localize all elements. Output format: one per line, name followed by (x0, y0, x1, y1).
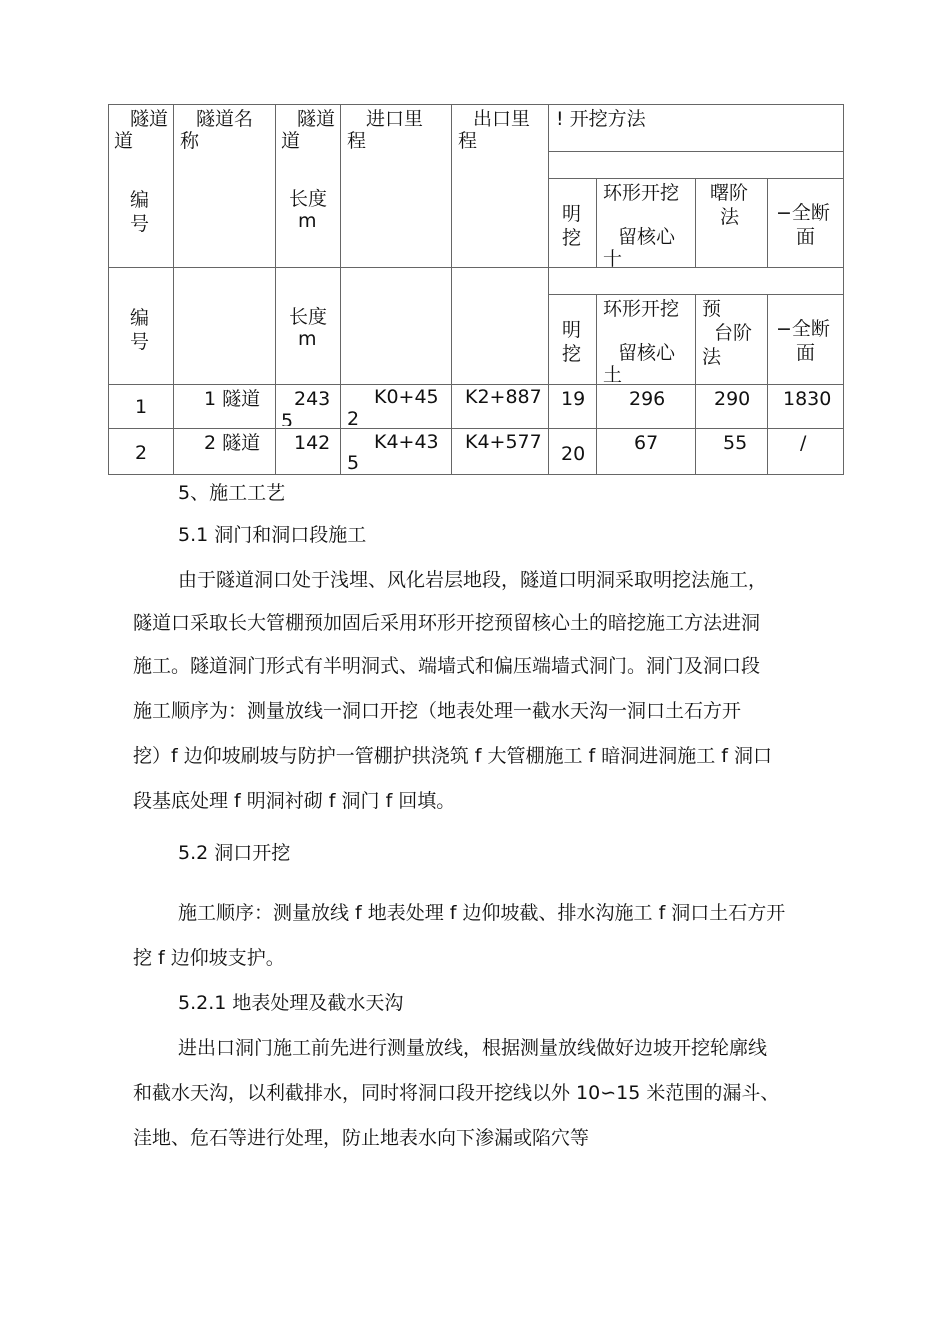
header-full-section-repeat-line2: 面 (796, 342, 816, 364)
header-tunnel-name-line2: 称 (180, 130, 200, 152)
table-cell-open-cut: 19 (561, 388, 586, 410)
table-rule (548, 151, 844, 152)
header-open-cut-repeat: 明挖 (562, 319, 582, 365)
paragraph-line: 挖 f 边仰坡支护。 (133, 947, 285, 969)
header-exit-mileage-line2: 程 (458, 130, 478, 152)
header-tunnel-length-line2: 道 (281, 130, 301, 152)
table-cell-exit: K2+887 (465, 386, 542, 408)
header-ring-core-line3: 十 (603, 248, 623, 270)
table-cell-no: 1 (135, 396, 148, 418)
header-entry-mileage-line2: 程 (347, 130, 367, 152)
table-cell-ring: 296 (629, 388, 666, 410)
header-tunnel-no-line2: 道 (114, 130, 134, 152)
header-full-section-repeat: −全断 (776, 318, 830, 340)
header-entry-mileage: 进口里 (366, 108, 424, 130)
paragraph-line: 段基底处理 f 明洞衬砌 f 洞门 f 回填。 (133, 790, 456, 812)
table-rule (843, 104, 844, 475)
header-no (114, 188, 154, 236)
paragraph-line: 进出口洞门施工前先进行测量放线，根据测量放线做好边坡开挖轮廓线 (178, 1037, 768, 1059)
table-rule (548, 104, 549, 475)
header-ring-excavation-repeat: 环形开挖 (603, 298, 680, 320)
table-rule (767, 294, 768, 475)
paragraph-line: 和截水天沟，以利截排水，同时将洞口段开挖线以外 10∽15 米范围的漏斗、 (133, 1082, 780, 1104)
section-heading-5-1: 5.1 洞门和洞口段施工 (178, 524, 367, 546)
header-bench-repeat-line3: 法 (702, 346, 722, 368)
table-cell-entry-wrap: 2 (347, 408, 360, 430)
paragraph-line: 施工顺序：测量放线 f 地表处理 f 边仰坡截、排水沟施工 f 洞口土石方开 (178, 902, 786, 924)
header-length-unit-repeat: m (298, 328, 317, 350)
header-ring-core-repeat: 留核心 (618, 342, 676, 364)
header-bench-repeat: 预 (702, 298, 722, 320)
header-length: 长度 (289, 188, 328, 210)
table-rule (695, 294, 696, 475)
header-tunnel-length: 隧道 (297, 108, 336, 130)
table-rule (340, 104, 341, 475)
header-ring-excavation: 环形开挖 (603, 182, 680, 204)
header-tunnel-name: 隧道名 (196, 108, 254, 130)
header-full-section-line2: 面 (796, 226, 816, 248)
header-tunnel-no: 隧道 (130, 108, 169, 130)
table-cell-entry-wrap: 5 (347, 452, 360, 472)
table-rule (451, 104, 452, 475)
table-cell-full: / (800, 432, 807, 454)
header-no-text: 编号 (130, 189, 150, 235)
table-cell-name: 1 隧道 (204, 388, 261, 410)
header-exit-mileage: 出口里 (473, 108, 531, 130)
paragraph-line: 施工。隧道洞门形式有半明洞式、端墙式和偏压端墙式洞门。洞门及洞口段 (133, 655, 761, 677)
header-length-repeat: 长度 (289, 306, 328, 328)
header-full-section: −全断 (776, 202, 830, 224)
table-rule (596, 178, 597, 267)
table-cell-name: 2 隧道 (204, 432, 261, 454)
table-rule (695, 178, 696, 267)
header-bench: 曙阶 (710, 182, 749, 204)
section-heading-5: 5、施工工艺 (178, 482, 286, 504)
table-rule (767, 178, 768, 267)
table-rule (108, 104, 109, 475)
paragraph-line: 由于隧道洞口处于浅埋、风化岩层地段，隧道口明洞采取明挖法施工， (178, 569, 768, 591)
paragraph-line: 施工顺序为：测量放线一洞口开挖（地表处理一截水天沟一洞口土石方开 (133, 700, 742, 722)
table-cell-entry: K0+45 (374, 386, 439, 408)
header-bench-line2: 法 (720, 206, 740, 228)
table-rule (108, 474, 844, 475)
header-bench-repeat-line2: 台阶 (714, 322, 753, 344)
table-cell-entry: K4+43 (374, 431, 439, 453)
table-rule (548, 294, 844, 295)
table-cell-bench: 55 (723, 432, 748, 454)
header-no-repeat-text: 编号 (130, 307, 150, 353)
table-rule (108, 104, 844, 105)
section-heading-5-2: 5.2 洞口开挖 (178, 842, 291, 864)
table-cell-full: 1830 (783, 388, 832, 410)
header-open-cut: 明挖 (562, 203, 582, 249)
table-cell-length: 243 (294, 388, 331, 410)
table-cell-length: 142 (294, 432, 331, 454)
paragraph-line: 隧道口采取长大管棚预加固后采用环形开挖预留核心土的暗挖施工方法进洞 (133, 612, 761, 634)
header-excavation-method: ! 开挖方法 (556, 108, 646, 130)
table-rule (275, 104, 276, 475)
table-rule (108, 428, 844, 429)
header-no-repeat (114, 306, 154, 354)
header-ring-core: 留核心 (618, 226, 676, 248)
table-cell-open-cut: 20 (561, 443, 586, 465)
header-ring-core-repeat-line3: 土 (603, 364, 623, 386)
table-cell-no: 2 (135, 442, 148, 464)
table-cell-length-wrap: 5 (281, 410, 294, 426)
table-rule (548, 178, 844, 179)
table-cell-exit: K4+577 (465, 431, 542, 453)
table-rule (108, 384, 844, 385)
paragraph-line: 洼地、危石等进行处理，防止地表水向下渗漏或陷穴等 (133, 1127, 590, 1149)
table-rule (596, 294, 597, 475)
section-heading-5-2-1: 5.2.1 地表处理及截水天沟 (178, 992, 404, 1014)
paragraph-line: 挖）f 边仰坡刷坡与防护一管棚护拱浇筑 f 大管棚施工 f 暗洞进洞施工 f 洞口 (133, 745, 773, 767)
table-cell-ring: 67 (634, 432, 659, 454)
table-cell-bench: 290 (714, 388, 751, 410)
table-rule (108, 267, 844, 268)
table-rule (173, 104, 174, 475)
header-length-unit: m (298, 210, 317, 232)
